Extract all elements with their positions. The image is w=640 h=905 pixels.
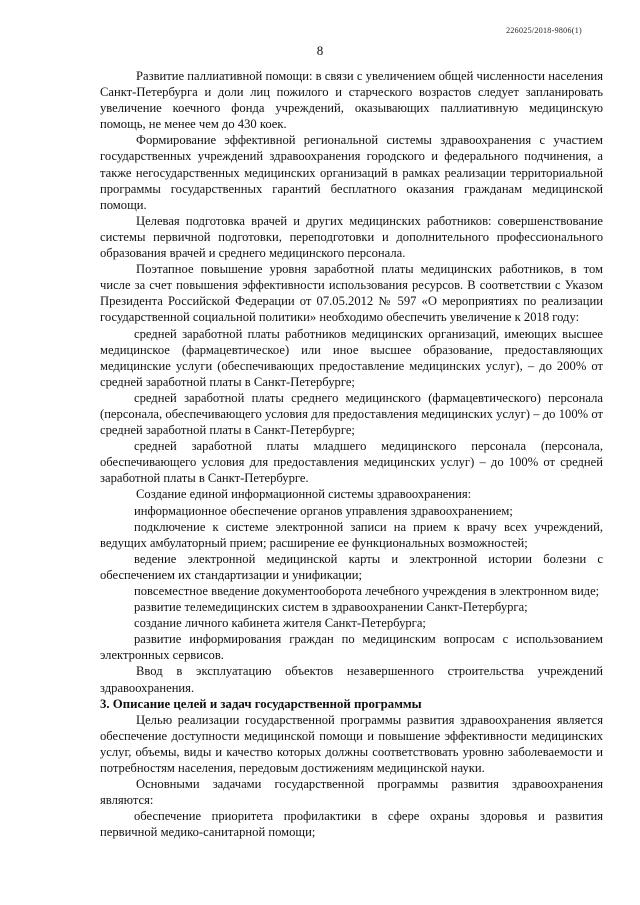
list-item-salary-higher: средней заработной платы работников медицинских организаций, имеющих высшее медицинское (фармацевтическое) или иное высшее образование, предоставляющих медицинские услуги (обеспечивающих предоставление медицинских услуг), – до 200% от средней заработной платы в Санкт-Петербурге; [100,326,603,389]
list-item-e-medical-record: ведение электронной медицинской карты и электронной истории болезни с обеспечением их стандартизации и унификации; [100,551,603,582]
paragraph-tasks: Основными задачами государственной программы развития здравоохранения являются: [100,777,603,808]
paragraph-info-system: Создание единой информационной системы здравоохранения: [136,487,472,502]
section-heading: 3. Описание целей и задач государственной программы [100,696,422,711]
list-item-info-management: информационное обеспечение органов управления здравоохранением; [134,503,513,518]
paragraph-goal: Целью реализации государственной программы развития здравоохранения является обеспечение доступности медицинской помощи и повышение эффективности медицинских услуг, объемы, виды и качество которых должны соответствовать уровню заболеваемости и потребностям населения, передовым достижениям медицинской науки. [100,712,603,776]
list-item-e-registration: подключение к системе электронной записи на прием к врачу всех учреждений, ведущих амбулаторный прием; расширение ее функциональных возможностей; [100,519,603,550]
paragraph-construction: Ввод в эксплуатацию объектов незавершенного строительства учреждений здравоохранения. [100,664,603,695]
list-item-salary-middle: средней заработной платы среднего медицинского (фармацевтического) персонала (персонала, обеспечивающего условия для предоставления медицинских услуг) – до 100% от средней заработной платы в Санкт-Петербурге; [100,390,603,438]
list-item-salary-junior: средней заработной платы младшего медицинского персонала (персонала, обеспечивающего условия для предоставления медицинских услуг) – до 100% от средней заработной платы в Санкт-Петербурге. [100,439,603,486]
list-item-prevention: обеспечение приоритета профилактики в сфере охраны здоровья и развития первичной медико-санитарной помощи; [100,809,603,840]
list-item-e-document-flow: повсеместное введение документооборота лечебного учреждения в электронном виде; [134,584,600,598]
document-body [100,68,603,841]
page-number: 8 [316,43,324,58]
paragraph-salary: Поэтапное повышение уровня заработной платы медицинских работников, в том числе за счет повышения эффективности использования ресурсов. В соответствии с Указом Президента Российской Федерации от 07.05.2012 № 597 «О мероприятиях по реализации государственной социальной политики» необходимо обеспечить увеличение к 2018 году: [100,262,603,325]
list-item-informing-citizens: развитие информирования граждан по медицинским вопросам с использованием электронных сервисов. [100,632,603,663]
paragraph-palliative: Развитие паллиативной помощи: в связи с увеличением общей численности населения Санкт-Петербурга и доли лиц пожилого и старческого возрастов следует запланировать увеличение коечного фонда учреждений, оказывающих паллиативную медицинскую помощь, не менее чем до 430 коек. [100,69,603,132]
list-item-telemedicine: развитие телемедицинских систем в здравоохранении Санкт-Петербурга; [134,600,528,615]
paragraph-regional-system: Формирование эффективной региональной системы здравоохранения с участием государственных учреждений здравоохранения городского и федерального подчинения, а также негосударственных медицинских организаций в рамках реализации территориальной программы государственных гарантий бесплатного оказания гражданам медицинской помощи. [100,133,603,212]
document-code: 226025/2018-9806(1) [506,26,582,35]
paragraph-training: Целевая подготовка врачей и других медицинских работников: совершенствование системы первичной подготовки, переподготовки и дополнительного профессионального образования врачей и среднего медицинского персонала. [100,213,603,261]
list-item-personal-account: создание личного кабинета жителя Санкт-Петербурга; [134,616,426,631]
